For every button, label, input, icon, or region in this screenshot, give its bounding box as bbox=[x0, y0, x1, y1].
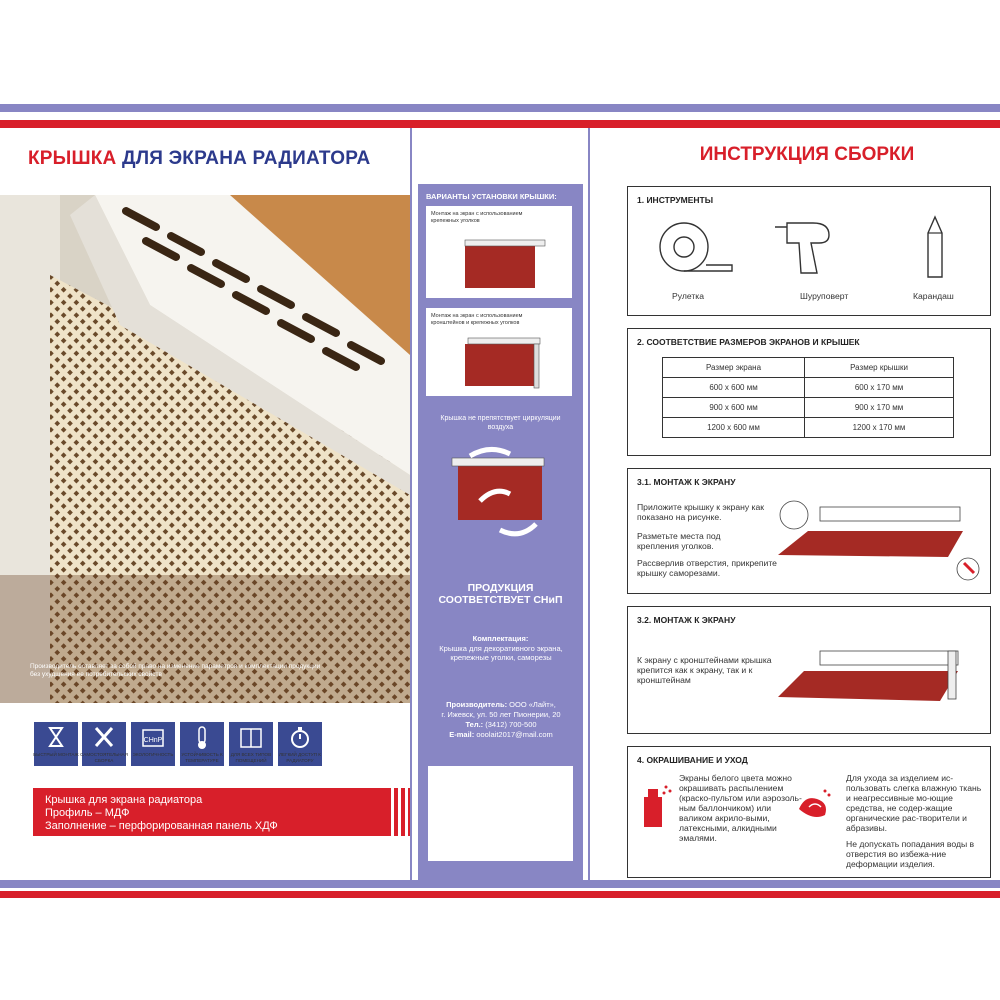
left-title-part2: ДЛЯ ЭКРАНА РАДИАТОРА bbox=[121, 148, 371, 169]
photo-note: Производитель оставляет за собой право на изменение параметров и комплектации продукции без ухудшения ее потребительских свойств bbox=[30, 663, 321, 678]
bottom-stripe-red bbox=[0, 891, 1000, 898]
sizes-table bbox=[662, 357, 954, 438]
mount2-heading: 3.2. МОНТАЖ К ЭКРАНУ bbox=[637, 615, 736, 625]
kit-text: Крышка для декоративного экрана, крепежные уголки, саморезы bbox=[439, 644, 563, 662]
barcode-area bbox=[428, 766, 573, 861]
table-cell: 600 х 170 мм bbox=[805, 378, 954, 398]
tel-line bbox=[422, 720, 580, 729]
divider-right bbox=[588, 128, 590, 880]
email-line bbox=[422, 730, 580, 739]
left-title bbox=[28, 148, 370, 170]
right-title: ИНСТРУКЦИЯ СБОРКИ bbox=[699, 144, 915, 165]
mount2-drawing bbox=[778, 647, 978, 722]
column-header: Размер экрана bbox=[663, 358, 805, 378]
tel-value: (3412) 700-500 bbox=[483, 720, 537, 729]
maker-address: г. Ижевск, ул. 50 лет Пионерии, 20 bbox=[441, 710, 561, 719]
sizes-panel bbox=[627, 328, 991, 456]
divider-left bbox=[410, 128, 412, 880]
variant1-text: Монтаж на экран с использованием крепежных уголков bbox=[431, 211, 523, 224]
top-stripe-red bbox=[0, 120, 1000, 128]
table-header-row bbox=[663, 358, 954, 378]
care-text: Для ухода за изделием ис-пользовать слегка влажную ткань и неагрессивные мо-ющие средства, не содер-жащие органические рас-творители и абразивы. bbox=[846, 773, 982, 833]
tool-label-drill: Шуруповерт bbox=[800, 291, 849, 301]
icon-label-2: ЭКОЛОГИЧНОСТЬ bbox=[132, 752, 174, 757]
svg-text:CHnP: CHnP bbox=[143, 737, 163, 744]
icon-label-4: ДЛЯ ВСЕХ ТИПОВ ПОМЕЩЕНИЙ bbox=[230, 752, 272, 763]
sizes-heading: 2. СООТВЕТСТВИЕ РАЗМЕРОВ ЭКРАНОВ И КРЫШЕК bbox=[637, 337, 860, 347]
table-row bbox=[663, 418, 954, 438]
variant1-card bbox=[426, 206, 572, 298]
variant2-text: Монтаж на экран с использованием кронштейнов и крепежных уголков bbox=[431, 313, 523, 326]
top-stripe-lavender bbox=[0, 104, 1000, 112]
variant2-card bbox=[426, 308, 572, 396]
tel-label: Тел.: bbox=[465, 720, 484, 729]
variants-heading: ВАРИАНТЫ УСТАНОВКИ КРЫШКИ: bbox=[426, 192, 557, 201]
icon-label-1: САМОСТОЯТЕЛЬНАЯ СБОРКА bbox=[80, 752, 128, 763]
email-value: ooolait2017@mail.com bbox=[474, 730, 553, 739]
left-title-part1: КРЫШКА bbox=[28, 148, 117, 169]
radiator-cover-illustration bbox=[0, 195, 410, 703]
maker-name: ООО «Лайт», bbox=[507, 700, 556, 709]
paint-text: Экраны белого цвета можно окрашивать распылением (краско-пультом или аэрозоль-ным баллончиком) или валиком акрило-выми, латексными, алкидными эмалями. bbox=[679, 773, 802, 843]
tools-heading: 1. ИНСТРУМЕНТЫ bbox=[637, 195, 714, 205]
mount1-step-2: Рассверлив отверстия, прикрепите крышку саморезами. bbox=[637, 558, 777, 578]
conformity-text: ПРОДУКЦИЯ СООТВЕТСТВУЕТ СНиП bbox=[438, 582, 563, 606]
drill-icon bbox=[773, 215, 853, 281]
middle-column bbox=[418, 184, 583, 880]
table-cell: 900 х 170 мм bbox=[805, 398, 954, 418]
hourglass-icon bbox=[34, 722, 78, 766]
spray-can-icon bbox=[638, 781, 674, 831]
maker-line bbox=[422, 700, 580, 709]
tools-panel bbox=[627, 186, 991, 316]
mount2-panel bbox=[627, 606, 991, 734]
mount1-drawing bbox=[778, 497, 983, 587]
spec-line-2: Заполнение – перфорированная панель ХДФ bbox=[45, 820, 278, 832]
air-circulation-icon bbox=[440, 446, 560, 546]
tool-label-tape: Рулетка bbox=[672, 291, 705, 301]
care-heading: 4. ОКРАШИВАНИЕ И УХОД bbox=[637, 755, 748, 765]
kit-label: Комплектация: bbox=[472, 634, 529, 643]
table-row bbox=[663, 378, 954, 398]
table-row bbox=[663, 398, 954, 418]
snip-icon bbox=[131, 722, 175, 766]
tool-label-pencil: Карандаш bbox=[913, 291, 954, 301]
mount2-text: К экрану с кронштейнами крышка крепится как к экрану, так и к кронштейнам bbox=[637, 655, 772, 685]
column-header: Размер крышки bbox=[805, 358, 954, 378]
icon-label-5: ЛЕГКИЙ ДОСТУП К РАДИАТОРУ bbox=[279, 752, 321, 763]
mount1-step-1: Разметьте места под крепления уголков. bbox=[637, 531, 721, 551]
table-cell: 1200 х 600 мм bbox=[663, 418, 805, 438]
tape-measure-icon bbox=[656, 219, 738, 277]
mount1-step-0: Приложите крышку к экрану как показано на рисунке. bbox=[637, 502, 765, 522]
cleaning-cloth-icon bbox=[795, 785, 835, 825]
circulation-text: Крышка не препятствует циркуляции воздуха bbox=[440, 415, 561, 431]
spec-line-0: Крышка для экрана радиатора bbox=[45, 794, 203, 806]
icon-label-0: БЫСТРЫЙ МОНТАЖ bbox=[33, 752, 79, 757]
bottom-stripe-lavender bbox=[0, 880, 1000, 888]
mount1-heading: 3.1. МОНТАЖ К ЭКРАНУ bbox=[637, 477, 736, 487]
table-cell: 900 х 600 мм bbox=[663, 398, 805, 418]
table-cell: 600 х 600 мм bbox=[663, 378, 805, 398]
water-text: Не допускать попадания воды в отверстия во избежа-ние деформации изделия. bbox=[846, 839, 975, 869]
variant1-drawing bbox=[460, 232, 550, 292]
product-photo bbox=[0, 195, 410, 703]
mount1-panel bbox=[627, 468, 991, 594]
maker-label: Производитель: bbox=[446, 700, 508, 709]
variant2-drawing bbox=[460, 332, 550, 392]
care-panel bbox=[627, 746, 991, 878]
icon-label-3: УСТОЙЧИВОСТЬ К ТЕМПЕРАТУРЕ bbox=[181, 752, 223, 763]
pencil-icon bbox=[920, 213, 950, 283]
table-cell: 1200 х 170 мм bbox=[805, 418, 954, 438]
email-label: E-mail: bbox=[449, 730, 475, 739]
spec-line-1: Профиль – МДФ bbox=[45, 807, 130, 819]
